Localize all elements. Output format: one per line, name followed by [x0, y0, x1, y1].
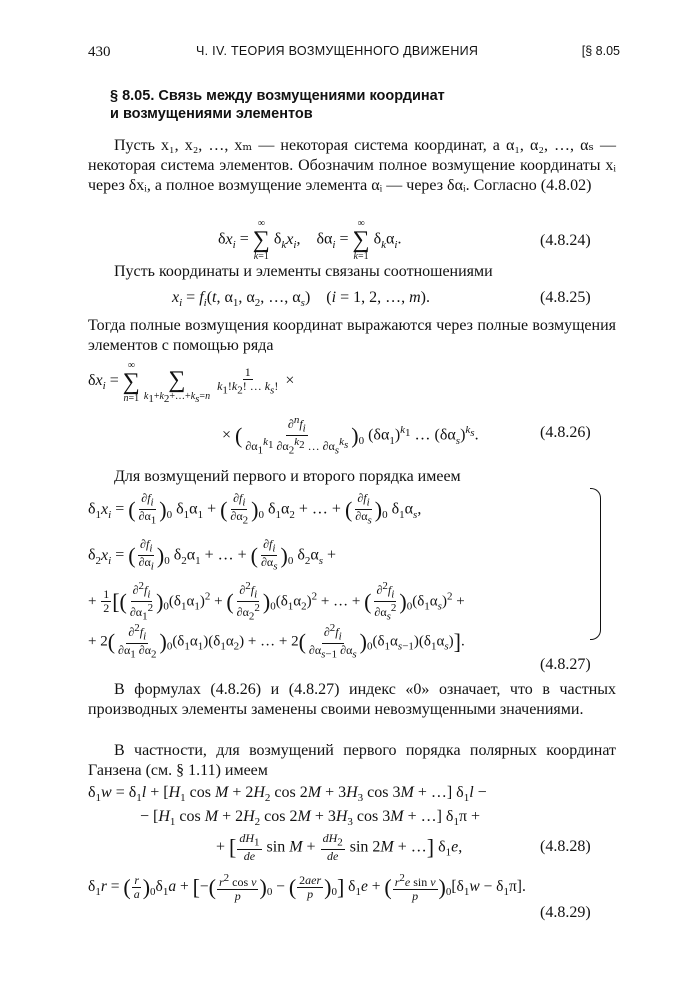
equation-4-8-27-line4: + 2( $\frac{\partial^2f_i}{\partial\alpha_1 \partial\alpha_2}$ )$_0(\delta_1\alpha_1)(\delta_1\alpha_2)$ + … + 2( $\frac{\partial^2f_i}{\partial\alpha_{s-1} \partial\alpha_s}$ )$_0(\delta_1\alpha_{s-1})(\delta_1\alpha_s)$].: [88, 622, 465, 661]
system-brace: [590, 488, 601, 640]
running-title: Ч. IV. ТЕОРИЯ ВОЗМУЩЕННОГО ДВИЖЕНИЯ: [196, 44, 479, 58]
equation-4-8-28-line1: $\delta_1w = \delta_1l + [H_1$ $\cos M + 2H_2$ $\cos 2M + 3H_3$ cos 3M + …] $\delta_1l$ −: [88, 784, 487, 805]
section-title-line1: § 8.05. Связь между возмущениями координат: [110, 88, 445, 104]
equation-4-8-27-line3: + $\frac{1}{2}$ [( $\frac{\partial^2f_i}{\partial\alpha_1^2}$ )$_0(\delta_1\alpha_1)^2$ + ( $\frac{\partial^2f_i}{\partial\alpha_2^2}$ )$_0(\delta_1\alpha_2)^2$ + … + ( $\frac{\partial^2f_i}{\partial\alpha_s^2}$ )$_0(\delta_1\alpha_s)^2$ +: [88, 580, 465, 623]
equation-number-4-8-29: (4.8.29): [540, 904, 591, 921]
page-number: 430: [88, 44, 111, 60]
equation-4-8-27-line2: $\delta_2x_i$ = ( $\frac{\partial f_i}{\partial\alpha_i}$ )$_0$ $\delta_2\alpha_1$ + … + ( $\frac{\partial f_i}{\partial\alpha_s}$ )$_0$ $\delta_2\alpha_s$ +: [88, 537, 337, 573]
equation-4-8-28-line3: + [ $\frac{dH_1}{de}$ sin M + $\frac{dH_2}{de}$ sin 2M + …] $\delta_1e$,: [216, 831, 463, 864]
paragraph-1: Пусть x₁, x₂, …, xₘ — некоторая система координат, а α₁, α₂, …, αₛ — некоторая система элементов. Обозначим полное возмущение координаты xᵢ через δxᵢ, а полное возмущение элемента αᵢ — через δαᵢ. Согласно (4.8.02): [88, 137, 616, 194]
equation-number-4-8-24: (4.8.24): [540, 232, 591, 249]
equation-4-8-24: $\delta x_i$ = ∞ ∑ k=1 $\delta_kx_i$, $\delta\alpha_i$ = ∞ ∑ k=1 $\delta_k\alpha_i$.: [218, 218, 402, 262]
equation-number-4-8-25: (4.8.25): [540, 289, 591, 306]
paragraph-5: В формулах (4.8.26) и (4.8.27) индекс «0» означает, что в частных производных элементы заменены своими невозмущенными значениями.: [88, 681, 616, 718]
paragraph-3: Тогда полные возмущения координат выражаются через полные возмущения элементов с помощью ряда: [88, 317, 616, 354]
equation-4-8-25: $x_i = f_i(t$, $\alpha_1$, $\alpha_2$, …, $\alpha_s$) (i = 1, 2, …, m).: [172, 289, 430, 310]
section-title: [110, 87, 570, 123]
equation-4-8-26-line2: × ( $\frac{\partial^nf_i}{\partial\alpha_1^{k_1} \partial\alpha_2^{k_2} \dots \partial\alpha_s^{k_s}}$ )$_0$ $(\delta\alpha_1)^{k_1}$ … $(\delta\alpha_s)^{k_s}$.: [222, 414, 479, 457]
equation-number-4-8-27: (4.8.27): [540, 656, 591, 673]
equation-4-8-27-line1: $\delta_1x_i$ = ( $\frac{\partial f_i}{\partial\alpha_1}$ )$_0$ $\delta_1\alpha_1$ + ( $\frac{\partial f_i}{\partial\alpha_2}$ )$_0$ $\delta_1\alpha_2$ + … + ( $\frac{\partial f_i}{\partial\alpha_s}$ )$_0$ $\delta_1\alpha_s$,: [88, 491, 422, 527]
section-ref: [§ 8.05: [581, 44, 620, 58]
paragraph-4: Для возмущений первого и второго порядка имеем: [114, 468, 461, 485]
equation-4-8-26-line1: $\delta x_i$ = ∞ ∑ n=1 ∑ $k_1+k_2+\dots+k_s=n$ $\frac{1}{k_1!k_2! \dots k_s!}$ ×: [88, 359, 295, 405]
equation-number-4-8-28: (4.8.28): [540, 838, 591, 855]
paragraph-6: В частности, для возмущений первого порядка полярных координат Ганзена (см. § 1.11) имеем: [88, 742, 616, 779]
equation-number-4-8-26: (4.8.26): [540, 424, 591, 441]
equation-4-8-29: $\delta_1r$ = ( $\frac{r}{a}$ )$_0\delta_1a$ + [−( $\frac{r^2 \cos v}{p}$ )$_0$ − ( $\frac{\text{2aer}}{p}$ )$_0$] $\delta_1e$ + ( $\frac{r^2e \sin v}{p}$ )$_0[\delta_1w - \delta_1\pi]$.: [88, 872, 526, 903]
paragraph-2: Пусть координаты и элементы связаны соотношениями: [114, 263, 493, 280]
running-header: [88, 44, 620, 66]
equation-4-8-28-line2: − [$H_1$ $\cos M + 2H_2$ $\cos 2M + 3H_3$ cos 3M + …] $\delta_1\pi$ +: [140, 808, 481, 829]
section-title-line2: и возмущениями элементов: [110, 106, 313, 122]
